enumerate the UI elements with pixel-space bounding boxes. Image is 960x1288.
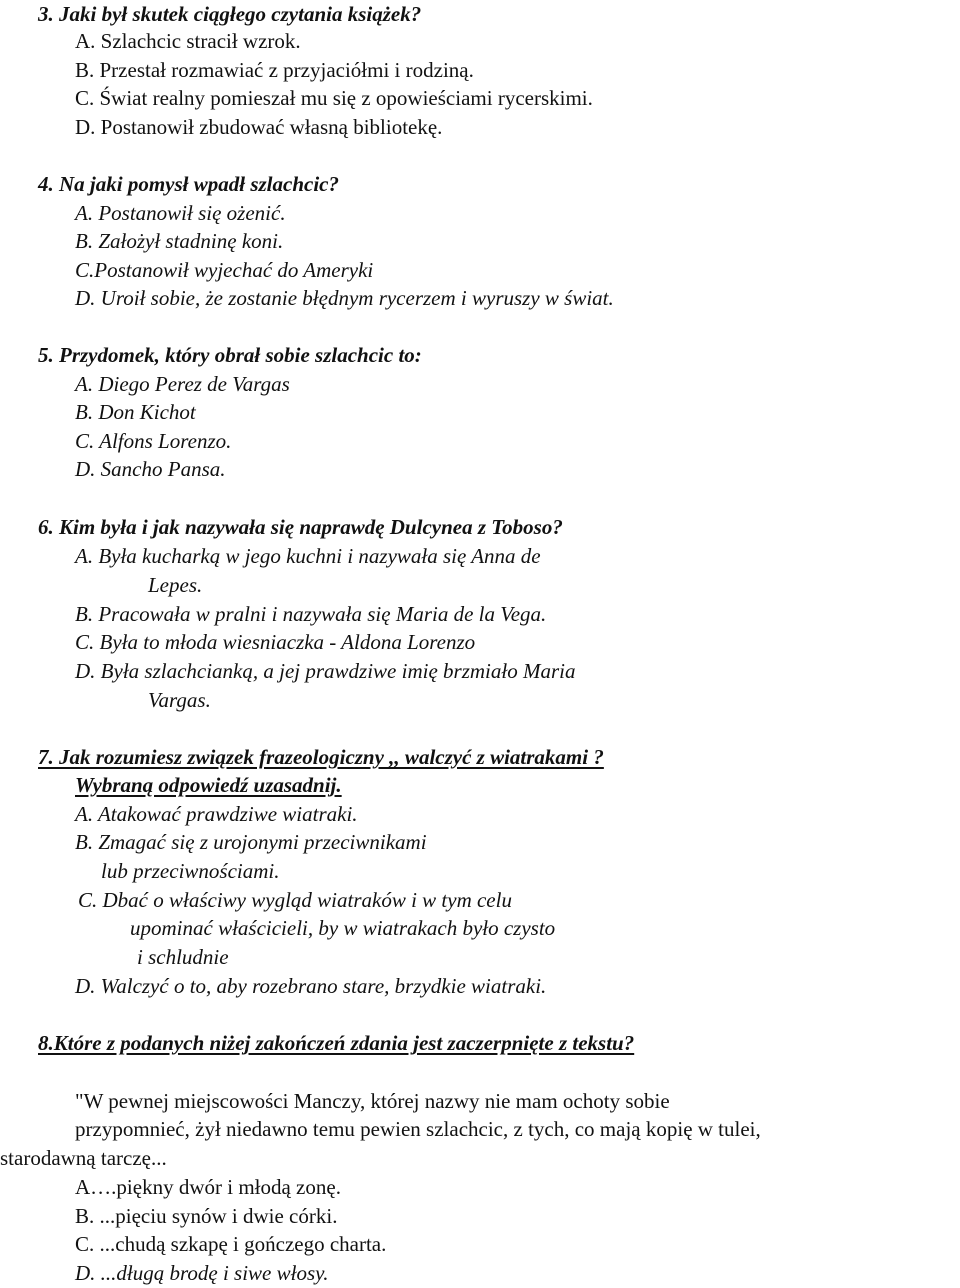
q4-option-c: C.Postanowił wyjechać do Ameryki xyxy=(75,258,374,282)
q6-option-a: A. Była kucharką w jego kuchni i nazywała się Anna de xyxy=(75,544,541,568)
q7-option-c: C. Dbać o właściwy wygląd wiatraków i w tym celu xyxy=(78,888,512,912)
q5-option-b: B. Don Kichot xyxy=(75,400,196,424)
q8-option-c: C. ...chudą szkapę i gończego charta. xyxy=(75,1232,387,1256)
q7-option-a: A. Atakować prawdziwe wiatraki. xyxy=(75,802,358,826)
q7-option-c-cont1: upominać właścicieli, by w wiatrakach było czysto xyxy=(130,916,556,940)
q6-option-d: D. Była szlachcianką, a jej prawdziwe imię brzmiało Maria xyxy=(75,659,576,683)
q8-quote-line-2: przypomnieć, żył niedawno temu pewien szlachcic, z tych, co mają kopię w tulei, xyxy=(75,1117,761,1141)
q4-option-b: B. Założył stadninę koni. xyxy=(75,229,284,253)
question-8: 8.Które z podanych niżej zakończeń zdania jest zaczerpnięte z tekstu? xyxy=(38,1031,635,1055)
q7-option-b: B. Zmagać się z urojonymi przeciwnikami xyxy=(75,830,427,854)
q5-option-d: D. Sancho Pansa. xyxy=(75,457,226,481)
question-6: 6. Kim była i jak nazywała się naprawdę Dulcynea z Toboso? xyxy=(38,515,563,539)
q8-option-a: A….piękny dwór i młodą zonę. xyxy=(75,1175,341,1199)
q6-option-c: C. Była to młoda wiesniaczka - Aldona Lorenzo xyxy=(75,630,476,654)
question-7-cont: Wybraną odpowiedź uzasadnij. xyxy=(75,773,342,797)
q3-option-c: C. Świat realny pomieszał mu się z opowieściami rycerskimi. xyxy=(75,86,593,110)
q5-option-a: A. Diego Perez de Vargas xyxy=(75,372,290,396)
q6-option-b: B. Pracowała w pralni i nazywała się Maria de la Vega. xyxy=(75,602,547,626)
question-5: 5. Przydomek, który obrał sobie szlachcic to: xyxy=(38,343,422,367)
q3-option-d: D. Postanowił zbudować własną bibliotekę. xyxy=(75,115,443,139)
q8-quote-line-3: starodawną tarczę... xyxy=(0,1146,167,1170)
q8-option-b: B. ...pięciu synów i dwie córki. xyxy=(75,1204,338,1228)
question-3: 3. Jaki był skutek ciągłego czytania książek? xyxy=(38,2,422,26)
q7-option-c-cont2: i schludnie xyxy=(137,945,229,969)
q5-option-c: C. Alfons Lorenzo. xyxy=(75,429,232,453)
q3-option-b: B. Przestał rozmawiać z przyjaciółmi i rodziną. xyxy=(75,58,474,82)
q3-option-a: A. Szlachcic stracił wzrok. xyxy=(75,29,301,53)
q6-option-a-cont: Lepes. xyxy=(148,573,203,597)
q6-option-d-cont: Vargas. xyxy=(148,688,211,712)
question-4: 4. Na jaki pomysł wpadł szlachcic? xyxy=(38,172,339,196)
q8-option-d: D. ...długą brodę i siwe włosy. xyxy=(75,1261,329,1285)
q8-quote-line-1: "W pewnej miejscowości Manczy, której nazwy nie mam ochoty sobie xyxy=(75,1089,670,1113)
q7-option-d: D. Walczyć o to, aby rozebrano stare, brzydkie wiatraki. xyxy=(75,974,547,998)
question-7: 7. Jak rozumiesz związek frazeologiczny ,, walczyć z wiatrakami ? xyxy=(38,745,604,769)
q7-option-b-cont: lub przeciwnościami. xyxy=(101,859,280,883)
q4-option-d: D. Uroił sobie, że zostanie błędnym rycerzem i wyruszy w świat. xyxy=(75,286,614,310)
q4-option-a: A. Postanowił się ożenić. xyxy=(75,201,286,225)
